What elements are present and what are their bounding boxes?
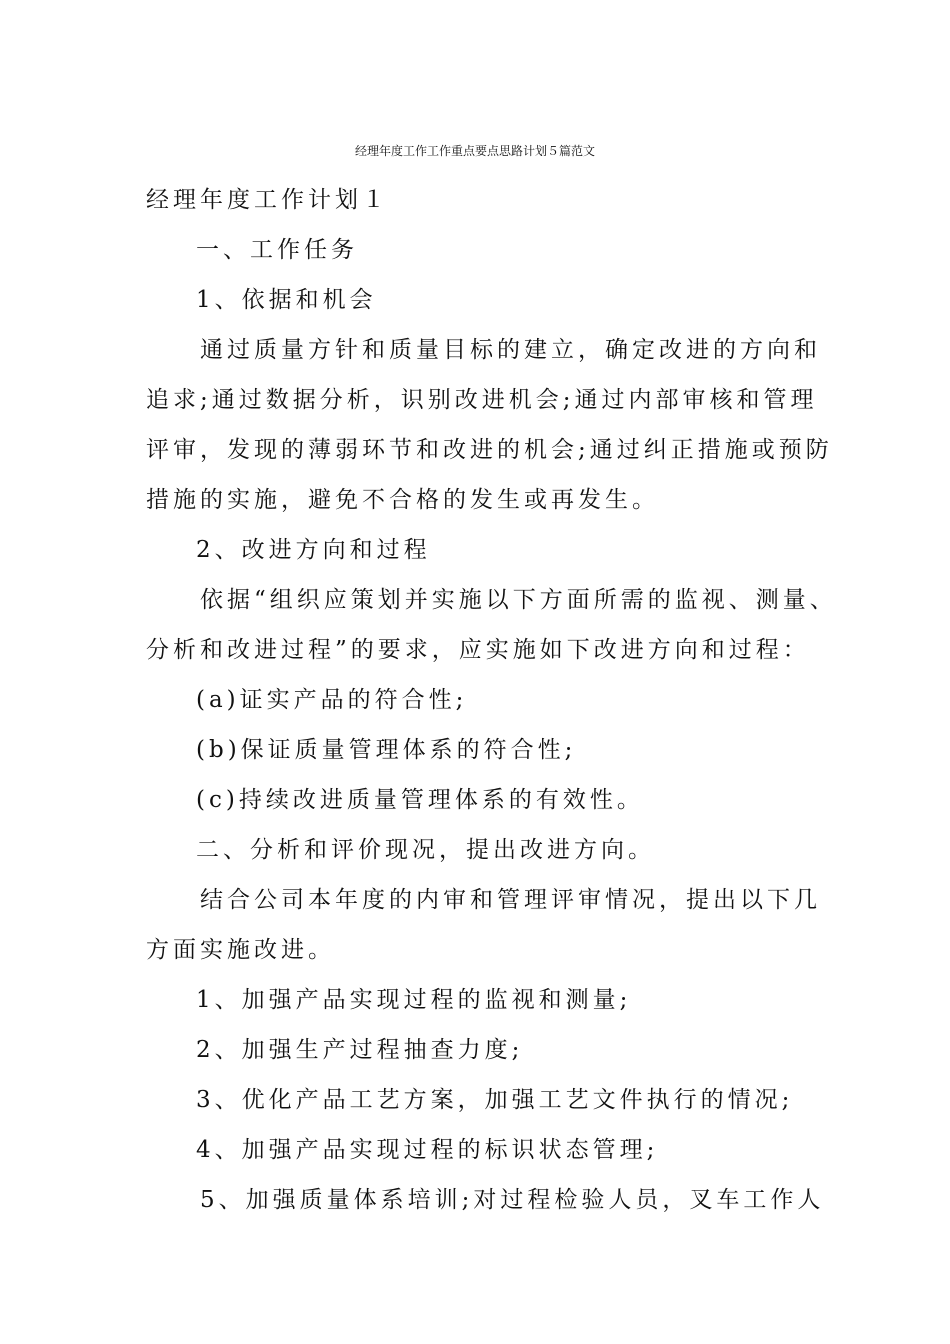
- heading-line: 一、工作任务: [196, 237, 358, 263]
- list-item: (c)持续改进质量管理体系的有效性。: [196, 787, 644, 813]
- heading-line: 二、分析和评价现况，提出改进方向。: [196, 837, 655, 863]
- subheading-line: 1、依据和机会: [196, 287, 377, 313]
- section-title: 经理年度工作计划１: [146, 187, 389, 213]
- paragraph-line: 方面实施改进。: [146, 937, 335, 963]
- list-item: 2、加强生产过程抽查力度;: [196, 1037, 524, 1063]
- paragraph-line: 分析和改进过程”的要求，应实施如下改进方向和过程：: [146, 637, 810, 663]
- list-item: (a)证实产品的符合性;: [196, 687, 468, 713]
- paragraph-line: 依据“组织应策划并实施以下方面所需的监视、测量、: [200, 587, 837, 613]
- paragraph-line: 措施的实施，避免不合格的发生或再发生。: [146, 487, 659, 513]
- list-item: 5、加强质量体系培训;对过程检验人员，叉车工作人: [200, 1187, 825, 1213]
- list-item: 4、加强产品实现过程的标识状态管理;: [196, 1137, 659, 1163]
- document-title: 经理年度工作工作重点要点思路计划５篇范文: [354, 144, 595, 158]
- list-item: 1、加强产品实现过程的监视和测量;: [196, 987, 632, 1013]
- list-item: 3、优化产品工艺方案，加强工艺文件执行的情况;: [196, 1087, 794, 1113]
- paragraph-line: 评审，发现的薄弱环节和改进的机会;通过纠正措施或预防: [146, 437, 833, 463]
- list-item: (b)保证质量管理体系的符合性;: [196, 737, 577, 763]
- paragraph-line: 追求;通过数据分析，识别改进机会;通过内部审核和管理: [146, 387, 818, 413]
- paragraph-line: 通过质量方针和质量目标的建立，确定改进的方向和: [200, 337, 821, 363]
- paragraph-line: 结合公司本年度的内审和管理评审情况，提出以下几: [200, 887, 821, 913]
- subheading-line: 2、改进方向和过程: [196, 537, 431, 563]
